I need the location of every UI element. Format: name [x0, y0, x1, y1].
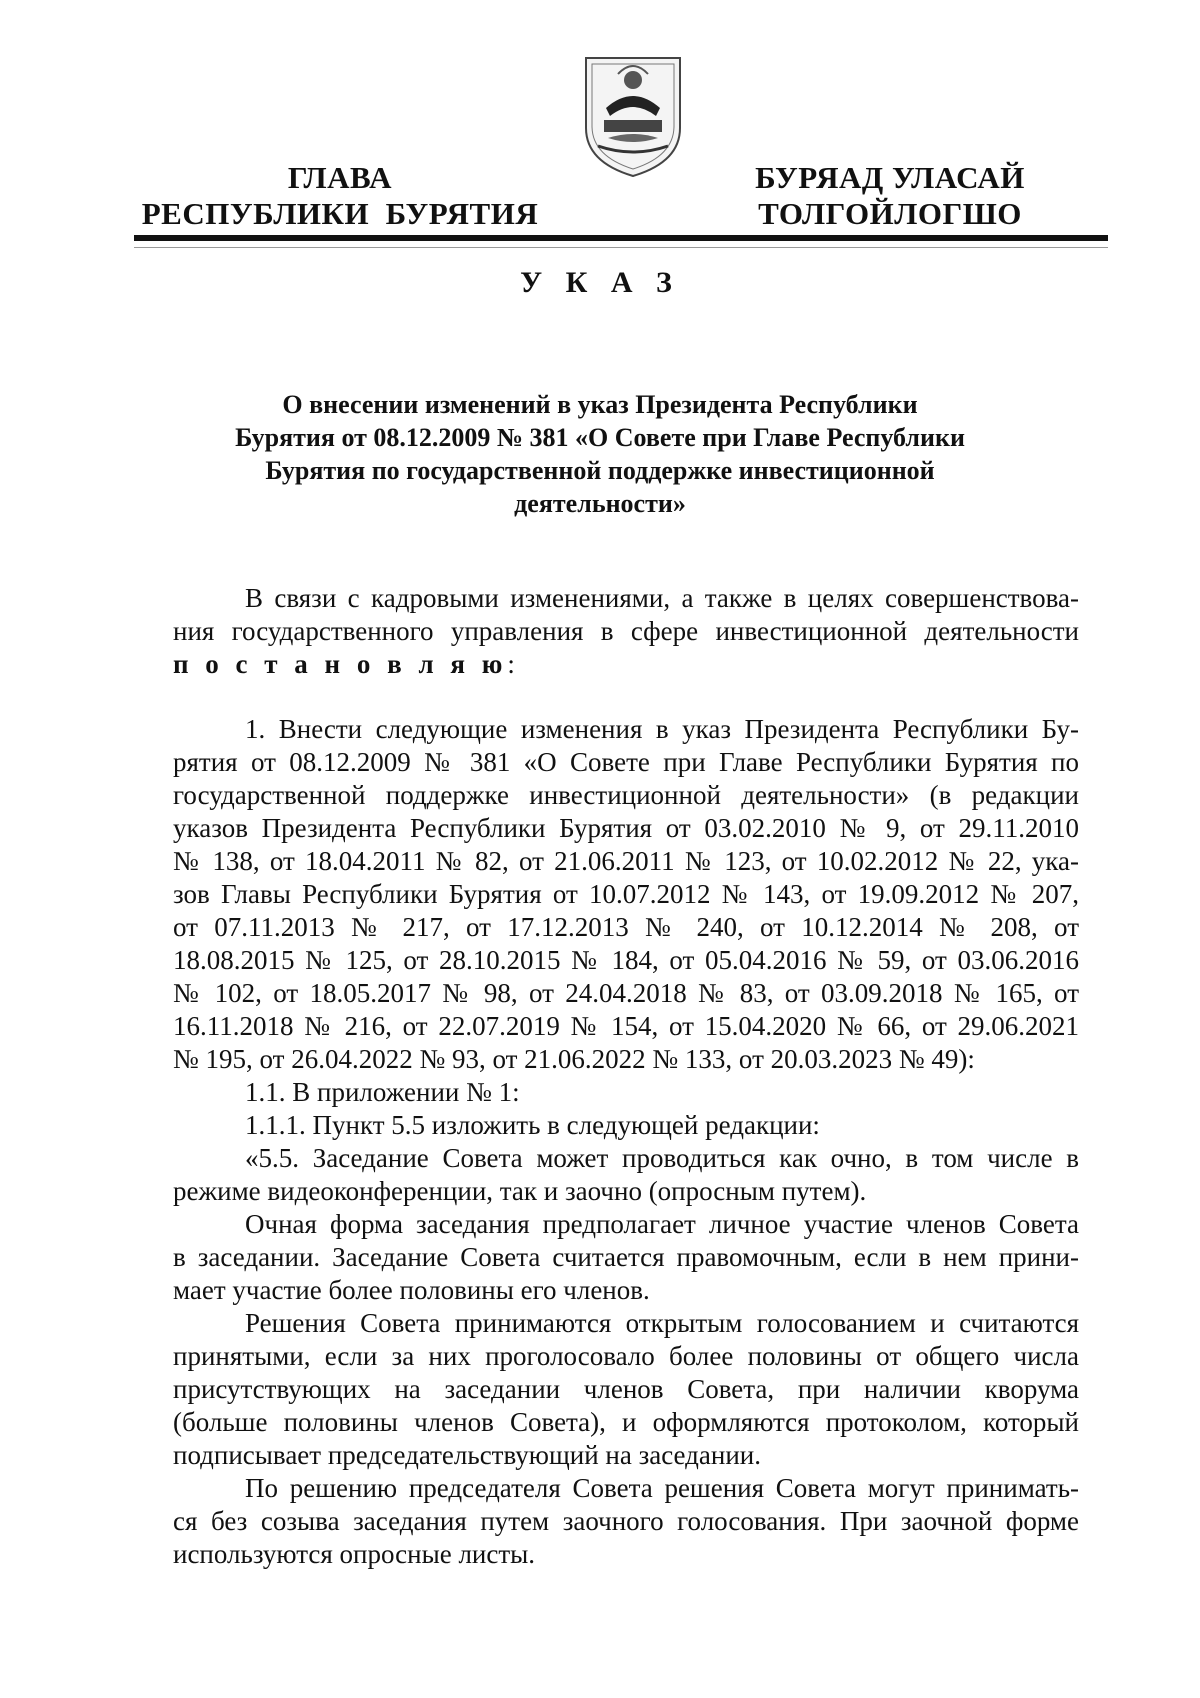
header-left-line2: РЕСПУБЛИКИ БУРЯТИЯ — [141, 196, 539, 231]
decree-colon: : — [507, 649, 515, 679]
text-line: № 102, от 18.05.2017 № 98, от 24.04.2018 № 83, от 03.09.2018 № 165, от — [173, 978, 1079, 1008]
preamble — [173, 582, 1079, 681]
coat-of-arms-icon — [578, 50, 688, 180]
header-divider-thin — [134, 247, 1108, 248]
text-line: указов Президента Республики Бурятия от 03.02.2010 № 9, от 29.11.2010 — [173, 813, 1079, 843]
text-line: режиме видеоконференции, так и заочно (опросным путем). — [173, 1176, 867, 1206]
text-line: В связи с кадровыми изменениями, а также в целях совершенствова- — [245, 583, 1079, 613]
decree-body — [173, 713, 1079, 1571]
decree-line — [173, 648, 1079, 681]
text-line: подписывает председательствующий на заседании. — [173, 1440, 762, 1470]
header-left — [140, 160, 540, 232]
title-line: Бурятия по государственной поддержке инвестиционной — [265, 456, 935, 485]
text-line: 1.1.1. Пункт 5.5 изложить в следующей редакции: — [245, 1110, 820, 1140]
text-line: «5.5. Заседание Совета может проводиться как очно, в том числе в — [245, 1143, 1079, 1173]
header-right-line1: БУРЯАД УЛАСАЙ — [755, 160, 1025, 195]
text-line: рятия от 08.12.2009 № 381 «О Совете при Главе Республики Бурятия по — [173, 747, 1079, 777]
header-right-line2: ТОЛГОЙЛОГШО — [758, 196, 1022, 231]
text-line: используются опросные листы. — [173, 1539, 536, 1569]
header-right — [735, 160, 1045, 232]
text-line: зов Главы Республики Бурятия от 10.07.2012 № 143, от 19.09.2012 № 207, — [173, 879, 1079, 909]
text-line: государственной поддержке инвестиционной деятельности» (в редакции — [173, 780, 1079, 810]
title-line: О внесении изменений в указ Президента Республики — [282, 390, 918, 419]
text-line: 16.11.2018 № 216, от 22.07.2019 № 154, от 15.04.2020 № 66, от 29.06.2021 — [173, 1011, 1079, 1041]
text-line: По решению председателя Совета решения Совета могут принимать- — [245, 1473, 1079, 1503]
header-left-line1: ГЛАВА — [287, 160, 393, 195]
text-line: Очная форма заседания предполагает личное участие членов Совета — [245, 1209, 1079, 1239]
text-line: 1.1. В приложении № 1: — [245, 1077, 520, 1107]
text-line: 18.08.2015 № 125, от 28.10.2015 № 184, от 05.04.2016 № 59, от 03.06.2016 — [173, 945, 1079, 975]
header-divider-thick — [134, 235, 1108, 241]
title-line: Бурятия от 08.12.2009 № 381 «О Совете при Главе Республики — [235, 423, 965, 452]
title-line: деятельности» — [514, 489, 686, 518]
decree-word: п о с т а н о в л я ю — [173, 649, 508, 679]
text-line: № 195, от 26.04.2022 № 93, от 21.06.2022 № 133, от 20.03.2023 № 49): — [173, 1044, 975, 1074]
text-line: 1. Внести следующие изменения в указ Президента Республики Бу- — [245, 714, 1079, 744]
text-line: в заседании. Заседание Совета считается правомочным, если в нем прини- — [173, 1242, 1079, 1272]
document-title — [200, 388, 1000, 520]
text-line: от 07.11.2013 № 217, от 17.12.2013 № 240, от 10.12.2014 № 208, от — [173, 912, 1079, 942]
text-line: (больше половины членов Совета), и оформляются протоколом, который — [173, 1407, 1079, 1437]
text-line: ся без созыва заседания путем заочного голосования. При заочной форме — [173, 1506, 1079, 1536]
text-line: Решения Совета принимаются открытым голосованием и считаются — [245, 1308, 1079, 1338]
document-type: У К А З — [520, 266, 680, 299]
text-line: принятыми, если за них проголосовало более половины от общего числа — [173, 1341, 1079, 1371]
text-line: присутствующих на заседании членов Совета, при наличии кворума — [173, 1374, 1079, 1404]
text-line: мает участие более половины его членов. — [173, 1275, 650, 1305]
text-line: ния государственного управления в сфере инвестиционной деятельности — [173, 616, 1079, 646]
text-line: № 138, от 18.04.2011 № 82, от 21.06.2011 № 123, от 10.02.2012 № 22, ука- — [173, 846, 1079, 876]
